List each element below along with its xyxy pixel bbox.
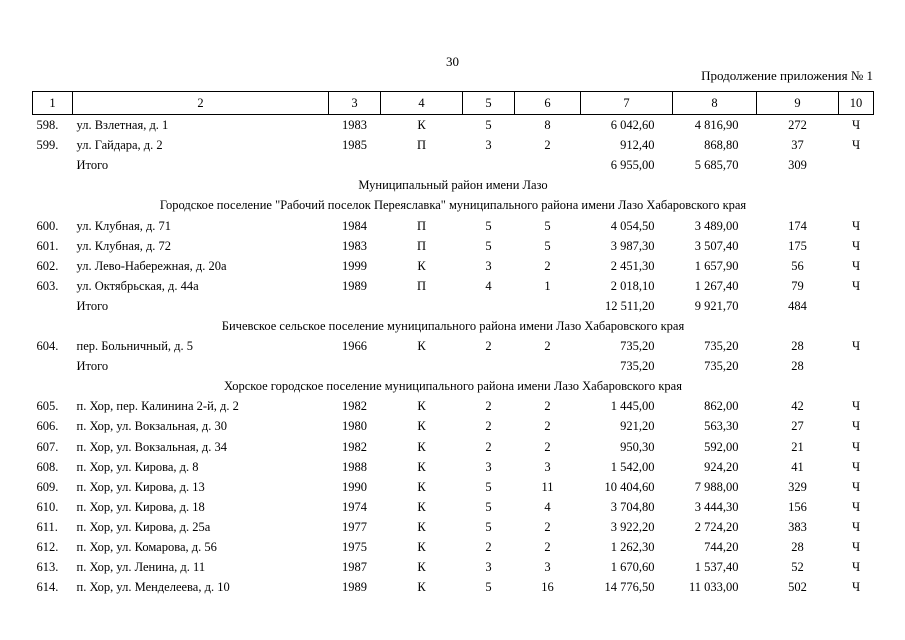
- address-cell: ул. Клубная, д. 72: [76, 238, 172, 253]
- living-area-cell: 5 685,70: [694, 158, 739, 173]
- total-row: [33, 296, 874, 316]
- total-row: [33, 155, 874, 175]
- row-number: [33, 356, 73, 376]
- living-area-cell: 924,20: [704, 459, 739, 474]
- residents-cell: 28: [791, 339, 804, 354]
- address-cell: п. Хор, ул. Ленина, д. 11: [76, 560, 206, 575]
- table-row: [33, 276, 874, 296]
- residents-cell: 28: [791, 359, 804, 374]
- status-cell: Ч: [851, 118, 861, 133]
- wall-type-cell: К: [417, 399, 426, 414]
- row-number: 606.: [36, 419, 59, 434]
- column-header-2: 2: [73, 92, 329, 115]
- status-cell: [839, 356, 874, 376]
- status-cell: Ч: [851, 580, 861, 595]
- table-row: [33, 457, 874, 477]
- residents-cell: 175: [788, 238, 807, 253]
- row-number: 609.: [36, 479, 59, 494]
- continuation-note: Продолжение приложения № 1: [701, 68, 873, 83]
- status-cell: Ч: [851, 479, 861, 494]
- total-area-cell: 735,20: [620, 359, 655, 374]
- year-cell: 1977: [342, 519, 367, 534]
- status-cell: Ч: [851, 540, 861, 555]
- wall-type-cell: К: [417, 118, 426, 133]
- table-body: [33, 115, 874, 598]
- table-row: [33, 437, 874, 457]
- year-cell: 1985: [342, 138, 367, 153]
- entrances-cell: 2: [544, 439, 551, 454]
- residents-cell: 309: [788, 158, 807, 173]
- row-number: 604.: [36, 339, 59, 354]
- year-cell: 1984: [342, 218, 367, 233]
- total-area-cell: 3 987,30: [610, 238, 655, 253]
- entrances-cell: 16: [541, 580, 554, 595]
- total-area-cell: 1 670,60: [610, 560, 655, 575]
- table-row: [33, 256, 874, 276]
- wall-type-cell: К: [417, 339, 426, 354]
- floors-cell: 5: [485, 218, 492, 233]
- wall-type-cell: К: [417, 540, 426, 555]
- section-heading: Хорское городское поселение муниципального района имени Лазо Хабаровского края: [224, 379, 682, 394]
- wall-type-cell: К: [417, 519, 426, 534]
- total-area-cell: 12 511,20: [604, 298, 655, 313]
- status-cell: Ч: [851, 560, 861, 575]
- status-cell: Ч: [851, 238, 861, 253]
- residents-cell: 272: [788, 118, 807, 133]
- table-row: [33, 115, 874, 136]
- year-cell: 1989: [342, 278, 367, 293]
- residents-cell: 79: [791, 278, 804, 293]
- table-row: [33, 537, 874, 557]
- entrances-cell: [515, 155, 581, 175]
- floors-cell: 3: [485, 138, 492, 153]
- address-cell: Итого: [76, 359, 109, 374]
- year-cell: 1980: [342, 419, 367, 434]
- status-cell: Ч: [851, 258, 861, 273]
- year-cell: 1983: [342, 118, 367, 133]
- row-number: 603.: [36, 278, 59, 293]
- living-area-cell: 11 033,00: [688, 580, 739, 595]
- address-cell: п. Хор, пер. Калинина 2-й, д. 2: [76, 399, 239, 414]
- total-area-cell: 1 262,30: [610, 540, 655, 555]
- header-row: [33, 92, 874, 115]
- table-row: [33, 215, 874, 235]
- address-cell: п. Хор, ул. Кирова, д. 13: [76, 479, 205, 494]
- column-header-4: 4: [381, 92, 463, 115]
- year-cell: 1999: [342, 258, 367, 273]
- living-area-cell: 9 921,70: [694, 298, 739, 313]
- entrances-cell: 4: [544, 499, 551, 514]
- residents-cell: 28: [791, 540, 804, 555]
- floors-cell: 3: [485, 459, 492, 474]
- row-number: 607.: [36, 439, 59, 454]
- living-area-cell: 1 537,40: [694, 560, 739, 575]
- address-cell: п. Хор, ул. Кирова, д. 25а: [76, 519, 211, 534]
- entrances-cell: [515, 296, 581, 316]
- column-header-8: 8: [673, 92, 757, 115]
- entrances-cell: 5: [544, 218, 551, 233]
- year-cell: 1989: [342, 580, 367, 595]
- total-area-cell: 6 955,00: [610, 158, 655, 173]
- living-area-cell: 744,20: [704, 540, 739, 555]
- table-row: [33, 497, 874, 517]
- floors-cell: 2: [485, 339, 492, 354]
- living-area-cell: 4 816,90: [694, 118, 739, 133]
- residents-cell: 56: [791, 258, 804, 273]
- address-cell: п. Хор, ул. Кирова, д. 8: [76, 459, 199, 474]
- floors-cell: 2: [485, 540, 492, 555]
- housing-table: [32, 91, 874, 597]
- living-area-cell: 1 267,40: [694, 278, 739, 293]
- living-area-cell: 1 657,90: [694, 258, 739, 273]
- total-row: [33, 356, 874, 376]
- wall-type-cell: К: [417, 419, 426, 434]
- wall-type-cell: К: [417, 580, 426, 595]
- wall-type-cell: К: [417, 439, 426, 454]
- table-row: [33, 336, 874, 356]
- year-cell: 1990: [342, 479, 367, 494]
- address-cell: п. Хор, ул. Кирова, д. 18: [76, 499, 205, 514]
- total-area-cell: 3 922,20: [610, 519, 655, 534]
- floors-cell: 5: [485, 519, 492, 534]
- residents-cell: 329: [788, 479, 807, 494]
- address-cell: п. Хор, ул. Менделеева, д. 10: [76, 580, 230, 595]
- column-header-3: 3: [329, 92, 381, 115]
- floors-cell: 4: [485, 278, 492, 293]
- residents-cell: 27: [791, 419, 804, 434]
- entrances-cell: 2: [544, 540, 551, 555]
- living-area-cell: 3 489,00: [694, 218, 739, 233]
- status-cell: Ч: [851, 459, 861, 474]
- page-number: 30: [446, 54, 459, 69]
- year-cell: 1966: [342, 339, 367, 354]
- total-area-cell: 2 018,10: [610, 278, 655, 293]
- total-area-cell: 6 042,60: [610, 118, 655, 133]
- status-cell: Ч: [851, 339, 861, 354]
- total-area-cell: 912,40: [620, 138, 655, 153]
- row-number: 610.: [36, 499, 59, 514]
- entrances-cell: [515, 356, 581, 376]
- living-area-cell: 2 724,20: [694, 519, 739, 534]
- column-header-5: 5: [463, 92, 515, 115]
- wall-type-cell: [381, 356, 463, 376]
- entrances-cell: 2: [544, 419, 551, 434]
- floors-cell: 2: [485, 439, 492, 454]
- address-cell: п. Хор, ул. Вокзальная, д. 34: [76, 439, 227, 454]
- status-cell: [839, 155, 874, 175]
- living-area-cell: 735,20: [704, 359, 739, 374]
- row-number: 605.: [36, 399, 59, 414]
- floors-cell: 3: [485, 258, 492, 273]
- address-cell: пер. Больничный, д. 5: [76, 339, 193, 354]
- entrances-cell: 2: [544, 138, 551, 153]
- address-cell: ул. Взлетная, д. 1: [76, 118, 169, 133]
- entrances-cell: 8: [544, 118, 551, 133]
- row-number: [33, 296, 73, 316]
- floors-cell: 2: [485, 399, 492, 414]
- entrances-cell: 3: [544, 459, 551, 474]
- section-heading: Бичевское сельское поселение муниципального района имени Лазо Хабаровского края: [221, 318, 685, 333]
- column-header-1: 1: [33, 92, 73, 115]
- residents-cell: 37: [791, 138, 804, 153]
- floors-cell: 5: [485, 580, 492, 595]
- row-number: 608.: [36, 459, 59, 474]
- floors-cell: 3: [485, 560, 492, 575]
- row-number: [33, 155, 73, 175]
- year-cell: 1987: [342, 560, 367, 575]
- wall-type-cell: К: [417, 459, 426, 474]
- entrances-cell: 2: [544, 258, 551, 273]
- address-cell: п. Хор, ул. Комарова, д. 56: [76, 540, 217, 555]
- floors-cell: [463, 155, 515, 175]
- floors-cell: 5: [485, 499, 492, 514]
- year-cell: 1988: [342, 459, 367, 474]
- residents-cell: 484: [788, 298, 807, 313]
- living-area-cell: 862,00: [704, 399, 739, 414]
- status-cell: Ч: [851, 399, 861, 414]
- floors-cell: [463, 356, 515, 376]
- status-cell: [839, 296, 874, 316]
- table-row: [33, 236, 874, 256]
- year-cell: 1982: [342, 399, 367, 414]
- entrances-cell: 2: [544, 519, 551, 534]
- column-header-10: 10: [839, 92, 874, 115]
- total-area-cell: 950,30: [620, 439, 655, 454]
- section-heading: Муниципальный район имени Лазо: [358, 178, 548, 193]
- living-area-cell: 735,20: [704, 339, 739, 354]
- total-area-cell: 1 445,00: [610, 399, 655, 414]
- row-number: 598.: [36, 118, 59, 133]
- wall-type-cell: К: [417, 560, 426, 575]
- status-cell: Ч: [851, 218, 861, 233]
- entrances-cell: 2: [544, 399, 551, 414]
- floors-cell: 5: [485, 118, 492, 133]
- table-row: [33, 517, 874, 537]
- row-number: 612.: [36, 540, 59, 555]
- address-cell: ул. Лево-Набережная, д. 20а: [76, 258, 227, 273]
- table-row: [33, 477, 874, 497]
- entrances-cell: 3: [544, 560, 551, 575]
- column-header-6: 6: [515, 92, 581, 115]
- living-area-cell: 7 988,00: [694, 479, 739, 494]
- year-cell: [329, 296, 381, 316]
- wall-type-cell: П: [416, 218, 427, 233]
- wall-type-cell: [381, 296, 463, 316]
- wall-type-cell: П: [416, 238, 427, 253]
- status-cell: Ч: [851, 519, 861, 534]
- living-area-cell: 3 507,40: [694, 238, 739, 253]
- year-cell: 1983: [342, 238, 367, 253]
- table-row: [33, 396, 874, 416]
- entrances-cell: 2: [544, 339, 551, 354]
- residents-cell: 156: [788, 499, 807, 514]
- address-cell: Итого: [76, 298, 109, 313]
- section-heading: Городское поселение "Рабочий поселок Переяславка" муниципального района имени Лазо Хабаровского края: [159, 198, 747, 213]
- table-row: [33, 135, 874, 155]
- table-row: [33, 557, 874, 577]
- wall-type-cell: П: [416, 138, 427, 153]
- wall-type-cell: К: [417, 499, 426, 514]
- floors-cell: 2: [485, 419, 492, 434]
- row-number: 602.: [36, 258, 59, 273]
- column-header-9: 9: [757, 92, 839, 115]
- section-heading-row: [33, 175, 874, 195]
- table-row: [33, 416, 874, 436]
- living-area-cell: 592,00: [704, 439, 739, 454]
- year-cell: 1975: [342, 540, 367, 555]
- total-area-cell: 3 704,80: [610, 499, 655, 514]
- residents-cell: 174: [788, 218, 807, 233]
- status-cell: Ч: [851, 419, 861, 434]
- entrances-cell: 5: [544, 238, 551, 253]
- row-number: 614.: [36, 580, 59, 595]
- entrances-cell: 11: [541, 479, 554, 494]
- residents-cell: 42: [791, 399, 804, 414]
- row-number: 599.: [36, 138, 59, 153]
- floors-cell: 5: [485, 238, 492, 253]
- wall-type-cell: К: [417, 479, 426, 494]
- status-cell: Ч: [851, 499, 861, 514]
- row-number: 601.: [36, 238, 59, 253]
- residents-cell: 383: [788, 519, 807, 534]
- row-number: 613.: [36, 560, 59, 575]
- total-area-cell: 4 054,50: [610, 218, 655, 233]
- floors-cell: 5: [485, 479, 492, 494]
- floors-cell: [463, 296, 515, 316]
- year-cell: [329, 155, 381, 175]
- housing-table-wrapper: [32, 91, 873, 597]
- address-cell: ул. Клубная, д. 71: [76, 218, 172, 233]
- address-cell: ул. Октябрьская, д. 44а: [76, 278, 199, 293]
- entrances-cell: 1: [544, 278, 551, 293]
- wall-type-cell: П: [416, 278, 427, 293]
- wall-type-cell: К: [417, 258, 426, 273]
- residents-cell: 502: [788, 580, 807, 595]
- living-area-cell: 3 444,30: [694, 499, 739, 514]
- address-cell: п. Хор, ул. Вокзальная, д. 30: [76, 419, 227, 434]
- year-cell: 1974: [342, 499, 367, 514]
- total-area-cell: 1 542,00: [610, 459, 655, 474]
- total-area-cell: 921,20: [620, 419, 655, 434]
- section-heading-row: [33, 376, 874, 396]
- row-number: 600.: [36, 218, 59, 233]
- living-area-cell: 563,30: [704, 419, 739, 434]
- column-header-7: 7: [581, 92, 673, 115]
- status-cell: Ч: [851, 278, 861, 293]
- table-row: [33, 577, 874, 597]
- total-area-cell: 735,20: [620, 339, 655, 354]
- residents-cell: 52: [791, 560, 804, 575]
- total-area-cell: 14 776,50: [604, 580, 655, 595]
- row-number: 611.: [36, 519, 58, 534]
- status-cell: Ч: [851, 138, 861, 153]
- wall-type-cell: [381, 155, 463, 175]
- section-heading-row: [33, 316, 874, 336]
- status-cell: Ч: [851, 439, 861, 454]
- total-area-cell: 2 451,30: [610, 258, 655, 273]
- residents-cell: 41: [791, 459, 804, 474]
- year-cell: 1982: [342, 439, 367, 454]
- total-area-cell: 10 404,60: [604, 479, 655, 494]
- year-cell: [329, 356, 381, 376]
- address-cell: Итого: [76, 158, 109, 173]
- section-heading-row: [33, 195, 874, 215]
- address-cell: ул. Гайдара, д. 2: [76, 138, 163, 153]
- residents-cell: 21: [791, 439, 804, 454]
- living-area-cell: 868,80: [704, 138, 739, 153]
